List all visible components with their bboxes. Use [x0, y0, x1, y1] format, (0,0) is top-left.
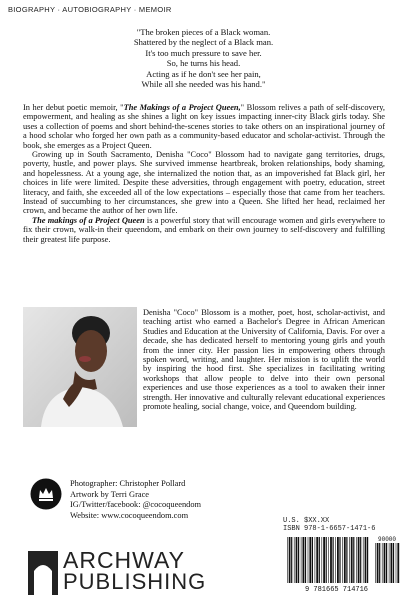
description-text: In her debut poetic memoir, " [23, 103, 124, 112]
barcode-bar [337, 537, 339, 583]
poem-line: Acting as if he don't see her pain, [146, 68, 261, 79]
barcode-bar [326, 537, 327, 583]
barcode-bar [328, 537, 329, 583]
book-title-inline: The Makings of a Project Queen, [123, 103, 241, 112]
crown-seal-icon [30, 478, 62, 510]
barcode-bar [377, 543, 379, 583]
barcode-bar [360, 537, 361, 583]
barcode-bar [397, 543, 399, 583]
barcode-bar [342, 537, 343, 583]
barcode-bar [356, 537, 357, 583]
barcode-bar [396, 543, 397, 583]
description-paragraph: Growing up in South Sacramento, Denisha "Coco" Blossom had to navigate gang territories, drugs, poverty, hustle, and power plays. She survived immense heartbreak, broken relationships, body shaming, and hopelessness. At a young age, she internalized the notion that, as an impoverished fat Black girl, her choices in life were limited. Despite these adversities, through engagement with poetry, education, street literacy, and faith, she exceeded all of the low expectations – especially those that came from her teachers. Instead of succumbing to her circumstances, she grew into a Queen. She lifted her head, reclaimed her crown, and became the author of her own life. [23, 150, 385, 216]
barcode-bar [319, 537, 320, 583]
barcode-bar [316, 537, 318, 583]
barcode-bar [358, 537, 360, 583]
poem-line: Shattered by the neglect of a Black man. [133, 37, 274, 48]
barcode-bar [291, 537, 292, 583]
barcode-bar [339, 537, 340, 583]
poem-line: It's too much pressure to save her. [145, 47, 262, 58]
archway-arch-icon [28, 551, 58, 595]
epigraph-poem [0, 27, 407, 89]
barcode-bar [375, 543, 376, 583]
social-handles: IG/Twitter/facebook: @cocoqueendom [70, 500, 202, 509]
description-text: is a powerful story that will encourage women and girls everywhere to fix their crown, walk-in their queendom, and embark on their own journey to self-discovery and fulfilling their greatest life purpose. [23, 215, 385, 244]
barcode-bar [382, 543, 383, 583]
barcode-bar [330, 537, 332, 583]
barcode-bar [379, 543, 380, 583]
isbn-label: ISBN 978-1-6657-1471-6 [283, 525, 376, 533]
barcode-bar [367, 537, 368, 583]
barcode-bar [315, 537, 316, 583]
barcode-bar [308, 537, 309, 583]
barcode-bar [296, 537, 298, 583]
isbn-barcode [283, 533, 401, 595]
description-text: " Blossom relives a path of self-discovery, empowerment, and healing as she shines a light on key issues impacting inner-city Black girls today. She uses a collection of poems and short behind-the-scenes stories to take others on an inspirational journey of a hood scholar who forged her own path as a community-based educator and scholar-activist. Through the book, she emerges as a Project Queen. [23, 103, 385, 150]
photographer-credit: Photographer: Christopher Pollard [70, 479, 186, 488]
barcode-bar [349, 537, 350, 583]
description-paragraph [23, 216, 385, 244]
poem-line: So, he turns his head. [166, 58, 241, 69]
barcode-bar [301, 537, 302, 583]
barcode-bar [333, 537, 334, 583]
book-description [23, 103, 385, 244]
barcode-bar [391, 543, 393, 583]
publisher-logo [28, 547, 208, 598]
barcode-bar [289, 537, 291, 583]
category-line: BIOGRAPHY · AUTOBIOGRAPHY · MEMOIR [8, 5, 172, 14]
barcode-digits: 9 781665 714716 [305, 586, 369, 594]
barcode-bar [365, 537, 367, 583]
photo-spacer [23, 308, 143, 428]
barcode-bar [303, 537, 305, 583]
barcode-bar [351, 537, 353, 583]
barcode-bar [323, 537, 325, 583]
price-label: U.S. $XX.XX [283, 517, 330, 525]
barcode-bar [298, 537, 299, 583]
artwork-credit: Artwork by Terri Grace [70, 489, 150, 499]
description-paragraph [23, 103, 385, 150]
barcode-bar [322, 537, 323, 583]
publisher-sub: PUBLISHING [63, 569, 207, 594]
barcode-bar [309, 537, 311, 583]
barcode-bar [353, 537, 354, 583]
barcode-bar [393, 543, 394, 583]
author-bio-text: Denisha "Coco" Blossom is a mother, poet, host, scholar-activist, and teaching artist who earned a Bachelor's Degree in African American Studies and Education at the University of California, Davis. For over a decade, she has dedicated herself to mentoring young girls and youth from the inner city. Her passion lies in empowering others through spoken word, writing, and laughter. Her mission is to uplift the world by inspiring the hood first. She specializes in facilitating writing workshops that allow people to delve into their own personal experiences and use those experiences as a tool to awaken their inner strength. Her innovative and culturally relevant educational experiences promote healing, social change, voice, and Queendom building. [143, 308, 385, 412]
barcode-bar [294, 537, 295, 583]
barcode-bar [389, 543, 390, 583]
barcode-bar [312, 537, 313, 583]
poem-line: While all she needed was his hand." [141, 79, 266, 90]
barcode-bar [335, 537, 336, 583]
author-bio [23, 308, 385, 428]
barcode-icon [283, 533, 401, 595]
barcode-bar [287, 537, 288, 583]
price-code: 90000 [378, 536, 397, 543]
barcode-bar [386, 543, 387, 583]
poem-line: "The broken pieces of a Black woman. [136, 27, 271, 37]
queendom-seal [30, 478, 62, 510]
barcode-bar [305, 537, 306, 583]
price-isbn-block [283, 517, 375, 533]
website-link: Website: www.cocoqueendom.com [70, 510, 189, 520]
publisher-name: ARCHWAY [63, 547, 185, 573]
barcode-bar [363, 537, 364, 583]
barcode-bar [384, 543, 386, 583]
credits-block [70, 479, 201, 521]
barcode-bar [346, 537, 347, 583]
book-title-inline: The makings of a Project Queen [32, 215, 145, 225]
barcode-bar [344, 537, 346, 583]
